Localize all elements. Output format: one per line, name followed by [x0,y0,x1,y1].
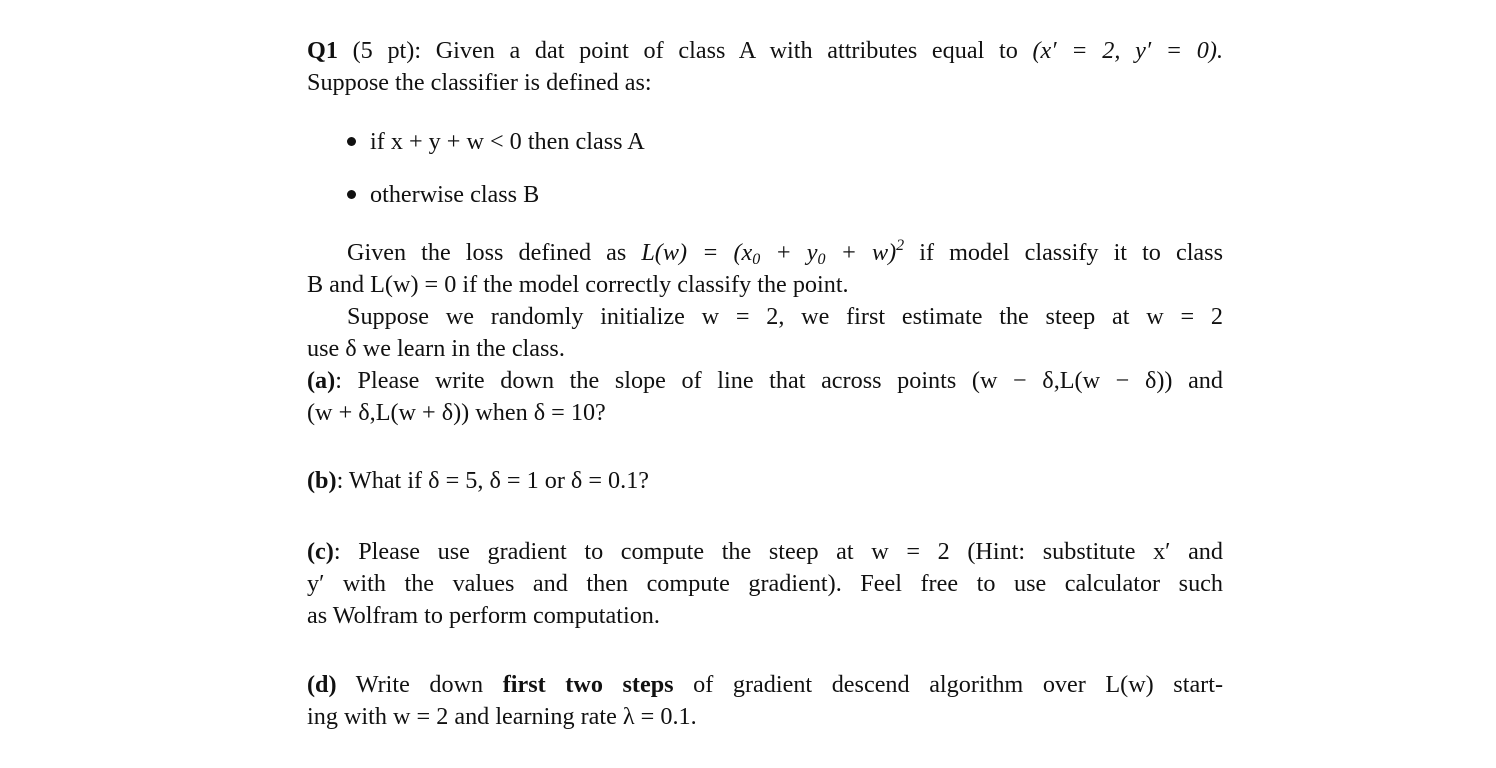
question-header-line [307,35,1223,67]
part-c-text: : Please use gradient to compute the steep at w = 2 (Hint: substitute x′ and [333,538,1223,565]
question-points: (5 pt) [352,37,415,64]
question-attributes-math: (x′ = 2, y′ = 0). [1032,37,1223,64]
loss-text-b: if model classify it to class [919,239,1223,266]
question-label: Q1 [307,37,338,64]
init-line1: Suppose we randomly initialize w = 2, we first estimate the steep at w = 2 [347,303,1223,330]
loss-definition-line2: B and L(w) = 0 if the model correctly classify the point. [307,271,849,298]
part-a-line2: (w + δ,L(w + δ)) when δ = 10? [307,399,606,426]
loss-formula: $L(w) = (x_0 + y_0 + w)^2$ [641,237,905,268]
question-intro-line2: Suppose the classifier is defined as: [307,69,652,96]
part-d-label: (d) [307,671,337,698]
part-d-line1 [307,669,1223,701]
classifier-rule-b [347,179,539,211]
part-a-text: : Please write down the slope of line that across points (w − δ,L(w − δ)) and [335,367,1223,394]
part-c-line1 [307,536,1223,568]
init-line2: use δ we learn in the class. [307,335,565,362]
part-d-emphasis: first two steps [502,671,674,698]
part-b-label: (b) [307,467,337,494]
part-c-line3: as Wolfram to perform computation. [307,602,660,629]
classifier-rule-a [347,126,645,158]
question-intro-text: : Given a dat point of class A with attributes equal to [414,37,1033,64]
loss-text-a: Given the loss defined as [347,239,627,266]
rule-text: if x + y + w < 0 then class A [370,128,645,155]
part-a-line1 [307,365,1223,397]
part-b-line1 [307,465,1223,497]
part-d-line2: ing with w = 2 and learning rate λ = 0.1. [307,703,697,730]
part-d-text-a: Write down [355,671,484,698]
part-b-text: : What if δ = 5, δ = 1 or δ = 0.1? [336,467,650,494]
rule-text: otherwise class B [370,181,540,208]
bullet-icon [347,137,356,146]
part-a-label: (a) [307,367,336,394]
part-d-text-b: of gradient descend algorithm over L(w) start- [693,671,1224,698]
loss-definition-line1 [347,237,1223,269]
part-c-line2: y′ with the values and then compute gradient). Feel free to use calculator such [307,570,1223,597]
bullet-icon [347,190,356,199]
part-c-label: (c) [307,538,334,565]
